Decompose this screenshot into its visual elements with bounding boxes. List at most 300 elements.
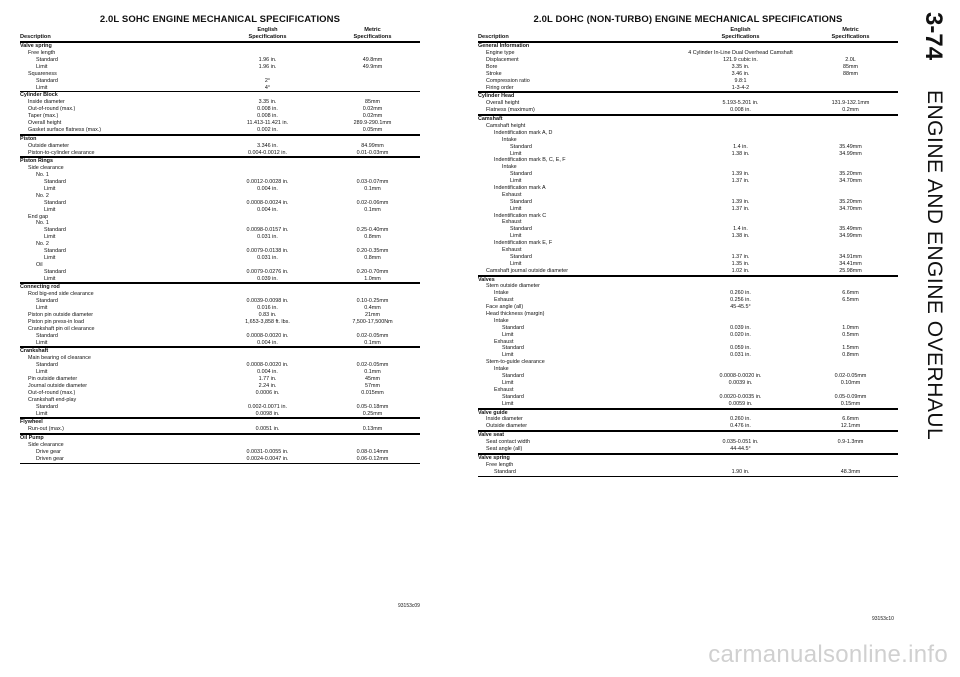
table-header bbox=[478, 27, 898, 42]
metric-value: 0.06-0.12mm bbox=[356, 455, 389, 462]
section-row bbox=[20, 157, 420, 165]
spec-description: Flatness (maximum) bbox=[486, 107, 535, 114]
metric-value: 7,500-17,500Nm bbox=[352, 318, 393, 325]
spec-description: Bore bbox=[486, 63, 498, 70]
english-value bbox=[678, 455, 803, 462]
metric-value: 85mm bbox=[365, 99, 380, 106]
spec-description: Journal outside diameter bbox=[28, 382, 88, 389]
spec-description: Valve spring bbox=[20, 43, 52, 50]
metric-value bbox=[803, 213, 898, 220]
english-value bbox=[210, 136, 325, 143]
spec-row bbox=[478, 100, 898, 107]
spec-row bbox=[478, 469, 898, 477]
spec-description: Outside diameter bbox=[28, 142, 70, 149]
english-value: 4 Cylinder In-Line Dual Overhead Camshaft bbox=[688, 50, 793, 57]
spec-description: Inside diameter bbox=[28, 99, 65, 106]
metric-value: 289.9-290.1mm bbox=[353, 119, 392, 126]
spec-row bbox=[20, 227, 420, 234]
english-value bbox=[678, 185, 803, 192]
metric-value bbox=[803, 219, 898, 226]
section-row bbox=[478, 454, 898, 462]
metric-value bbox=[803, 462, 898, 469]
spec-row bbox=[478, 50, 898, 57]
english-value bbox=[210, 326, 325, 333]
english-header bbox=[210, 27, 325, 40]
spec-description: Limit bbox=[510, 205, 522, 212]
spec-description: Displacement bbox=[486, 56, 519, 63]
spec-description: Standard bbox=[36, 298, 58, 305]
english-value: 0.0008-0.0020 in. bbox=[719, 373, 762, 380]
metric-value bbox=[803, 85, 898, 92]
spec-description: Oil bbox=[36, 261, 43, 268]
spec-description: Piston bbox=[20, 135, 37, 142]
english-value: 0.0008-0.0024 in. bbox=[246, 199, 289, 206]
metric-value: 0.02mm bbox=[362, 113, 383, 120]
spec-description: Valve guide bbox=[478, 409, 508, 416]
english-value bbox=[210, 165, 325, 172]
spec-row bbox=[20, 449, 420, 456]
spec-description: Exhaust bbox=[502, 191, 522, 198]
spec-row bbox=[478, 130, 898, 137]
english-value bbox=[678, 164, 803, 171]
spec-description: Limit bbox=[36, 305, 48, 312]
metric-value: 0.10mm bbox=[840, 379, 861, 386]
english-value: 0.031 in. bbox=[257, 254, 278, 261]
english-value bbox=[210, 92, 325, 99]
spec-row bbox=[20, 397, 420, 404]
section-row bbox=[20, 434, 420, 442]
spec-row bbox=[478, 268, 898, 276]
english-header-sub: Specifications bbox=[721, 33, 760, 40]
spec-row bbox=[20, 234, 420, 241]
dohc-spec-table bbox=[478, 14, 898, 477]
spec-description: Limit bbox=[36, 339, 48, 346]
spec-description: Standard bbox=[44, 227, 66, 234]
description-header: Description bbox=[478, 34, 509, 41]
english-value: 3.35 in. bbox=[258, 99, 277, 106]
english-value: 1.38 in. bbox=[731, 233, 750, 240]
spec-description: Limit bbox=[502, 400, 514, 407]
metric-value bbox=[325, 355, 420, 362]
english-value: 0.039 in. bbox=[257, 275, 278, 282]
spec-description: Piston-to-cylinder clearance bbox=[28, 149, 95, 156]
english-value bbox=[678, 277, 803, 284]
english-value: 0.039 in. bbox=[730, 324, 751, 331]
english-value: 1.90 in. bbox=[731, 468, 750, 475]
metric-value: 0.1mm bbox=[364, 339, 381, 346]
metric-value: 0.9-1.3mm bbox=[837, 439, 864, 446]
metric-value: 0.02-0.05mm bbox=[356, 362, 389, 369]
spec-row bbox=[20, 355, 420, 362]
spec-description: Standard bbox=[502, 373, 524, 380]
metric-value bbox=[325, 71, 420, 78]
english-value: 0.031 in. bbox=[730, 352, 751, 359]
spec-description: Face angle (all) bbox=[486, 304, 524, 311]
spec-description: Standard bbox=[36, 56, 58, 63]
spec-description: Driven gear bbox=[36, 455, 64, 462]
metric-value: 2.0L bbox=[845, 56, 856, 63]
english-value: 0.0079-0.0138 in. bbox=[246, 248, 289, 255]
metric-value bbox=[803, 387, 898, 394]
spec-description: Limit bbox=[502, 352, 514, 359]
english-value: 0.008 in. bbox=[257, 113, 278, 120]
spec-description: Piston pin press-in load bbox=[28, 318, 85, 325]
spec-row bbox=[20, 165, 420, 172]
english-value bbox=[210, 50, 325, 57]
metric-value bbox=[803, 359, 898, 366]
spec-row bbox=[20, 143, 420, 150]
spec-row bbox=[20, 113, 420, 120]
metric-value: 6.6mm bbox=[842, 290, 859, 297]
english-value: 0.020 in. bbox=[730, 331, 751, 338]
spec-row bbox=[20, 179, 420, 186]
spec-row bbox=[20, 150, 420, 158]
spec-row bbox=[478, 57, 898, 64]
english-value: 0.0051 in. bbox=[255, 426, 280, 433]
spec-description: Limit bbox=[44, 234, 56, 241]
metric-header bbox=[325, 27, 420, 40]
english-value bbox=[210, 43, 325, 50]
metric-value: 85mm bbox=[843, 63, 858, 70]
english-value bbox=[678, 116, 803, 123]
english-value bbox=[210, 172, 325, 179]
english-value: 0.260 in. bbox=[730, 416, 751, 423]
metric-value bbox=[803, 455, 898, 462]
english-value: 0.260 in. bbox=[730, 290, 751, 297]
spec-description: Standard bbox=[494, 468, 516, 475]
english-value: 1.96 in. bbox=[258, 56, 277, 63]
spec-row bbox=[478, 339, 898, 346]
english-value: 1.38 in. bbox=[731, 150, 750, 157]
spec-row bbox=[20, 298, 420, 305]
spec-description: Engine type bbox=[486, 50, 515, 57]
metric-value bbox=[803, 283, 898, 290]
section-row bbox=[478, 92, 898, 100]
spec-description: Valves bbox=[478, 276, 495, 283]
spec-description: Limit bbox=[44, 206, 56, 213]
metric-value: 35.20mm bbox=[839, 171, 862, 178]
metric-value: 6.5mm bbox=[842, 297, 859, 304]
english-value bbox=[210, 241, 325, 248]
metric-value: 48.3mm bbox=[840, 468, 861, 475]
english-value bbox=[678, 192, 803, 199]
section-row bbox=[478, 409, 898, 417]
spec-row bbox=[478, 401, 898, 409]
spec-row bbox=[20, 200, 420, 207]
metric-value bbox=[803, 432, 898, 439]
english-value: 2° bbox=[264, 77, 271, 84]
metric-value: 21mm bbox=[365, 312, 380, 319]
spec-row bbox=[478, 78, 898, 85]
metric-value: 0.05-0.18mm bbox=[356, 403, 389, 410]
english-value: 1.02 in. bbox=[731, 267, 750, 274]
metric-value: 1.0mm bbox=[842, 324, 859, 331]
spec-row bbox=[20, 305, 420, 312]
spec-row bbox=[478, 85, 898, 93]
watermark: carmanualsonline.info bbox=[708, 641, 948, 668]
spec-row bbox=[20, 426, 420, 434]
metric-value bbox=[803, 240, 898, 247]
spec-row bbox=[20, 340, 420, 348]
figure-code: 93153c10 bbox=[872, 616, 894, 622]
spec-row bbox=[20, 276, 420, 284]
spec-row bbox=[478, 164, 898, 171]
metric-value: 1.5mm bbox=[842, 345, 859, 352]
metric-header bbox=[803, 27, 898, 40]
english-value bbox=[678, 410, 803, 417]
spec-row bbox=[478, 192, 898, 199]
metric-value: 49.9mm bbox=[362, 63, 383, 70]
sohc-spec-table bbox=[20, 14, 420, 464]
spec-row bbox=[478, 226, 898, 233]
spec-row bbox=[20, 326, 420, 333]
metric-value bbox=[803, 78, 898, 85]
metric-value: 0.01-0.03mm bbox=[356, 149, 389, 156]
spec-row bbox=[478, 206, 898, 213]
english-value: 0.004 in. bbox=[257, 339, 278, 346]
english-value bbox=[678, 157, 803, 164]
english-value: 1.37 in. bbox=[731, 253, 750, 260]
english-value: 1-3-4-2 bbox=[731, 84, 750, 91]
spec-description: Indentification mark C bbox=[494, 212, 547, 219]
spec-description: Stroke bbox=[486, 70, 502, 77]
spec-description: Flywheel bbox=[20, 419, 43, 426]
english-value bbox=[678, 130, 803, 137]
spec-description: Intake bbox=[494, 366, 509, 373]
spec-description: Overall height bbox=[486, 100, 520, 107]
english-value bbox=[210, 442, 325, 449]
english-value: 0.0006 in. bbox=[255, 389, 280, 396]
spec-row bbox=[478, 439, 898, 446]
metric-value: 12.1mm bbox=[840, 423, 861, 430]
spec-row bbox=[478, 311, 898, 318]
spec-description: Compression ratio bbox=[486, 77, 530, 84]
spec-description: Camshaft journal outside diameter bbox=[486, 267, 569, 274]
metric-header-line: Metric bbox=[364, 27, 381, 33]
spec-row bbox=[20, 312, 420, 319]
english-value: 4° bbox=[264, 84, 271, 91]
description-header: Description bbox=[20, 34, 51, 41]
spec-description: Standard bbox=[510, 171, 532, 178]
english-value bbox=[210, 262, 325, 269]
section-row bbox=[20, 418, 420, 426]
english-value bbox=[678, 247, 803, 254]
metric-value bbox=[803, 123, 898, 130]
english-value: 1,653-3,858 ft. lbs. bbox=[245, 318, 290, 325]
english-value bbox=[210, 419, 325, 426]
english-value: 1.37 in. bbox=[731, 205, 750, 212]
spec-description: Limit bbox=[44, 254, 56, 261]
english-value bbox=[678, 462, 803, 469]
english-value: 1.4 in. bbox=[733, 143, 748, 150]
metric-value: 0.8mm bbox=[364, 234, 381, 241]
english-value: 1.39 in. bbox=[731, 171, 750, 178]
metric-value bbox=[803, 318, 898, 325]
english-value: 0.476 in. bbox=[730, 423, 751, 430]
english-value: 0.0079-0.0276 in. bbox=[246, 268, 289, 275]
english-value: 1.39 in. bbox=[731, 198, 750, 205]
spec-description: Valve spring bbox=[478, 454, 510, 461]
english-value: 11.413-11.421 in. bbox=[246, 119, 289, 126]
english-value: 5.193-5.201 in. bbox=[722, 100, 759, 107]
english-value bbox=[678, 43, 803, 50]
metric-value bbox=[325, 78, 420, 85]
english-value bbox=[678, 339, 803, 346]
metric-value bbox=[325, 158, 420, 165]
metric-value bbox=[325, 348, 420, 355]
section-row bbox=[478, 115, 898, 123]
english-value bbox=[678, 240, 803, 247]
metric-value: 0.4mm bbox=[364, 305, 381, 312]
spec-row bbox=[478, 304, 898, 311]
spec-description: Free length bbox=[486, 461, 514, 468]
spec-row bbox=[20, 186, 420, 193]
english-value bbox=[678, 318, 803, 325]
spec-description: Pin outside diameter bbox=[28, 376, 78, 383]
english-value bbox=[210, 291, 325, 298]
english-value: 0.002 in. bbox=[257, 126, 278, 133]
metric-value: 84.99mm bbox=[361, 142, 384, 149]
table-header bbox=[20, 27, 420, 42]
spec-description: Standard bbox=[36, 332, 58, 339]
english-value: 0.004 in. bbox=[257, 186, 278, 192]
spec-row bbox=[20, 404, 420, 411]
english-value: 0.0039 in. bbox=[728, 379, 753, 386]
spec-description: Standard bbox=[36, 77, 58, 84]
metric-value: 34.41mm bbox=[839, 260, 862, 267]
spec-description: Crankshaft bbox=[20, 348, 49, 355]
spec-row bbox=[20, 248, 420, 255]
spec-description: Rod big-end side clearance bbox=[28, 291, 94, 298]
section-row bbox=[478, 276, 898, 284]
english-value bbox=[678, 93, 803, 100]
metric-value: 0.02-0.05mm bbox=[834, 373, 867, 380]
section-row bbox=[20, 91, 420, 99]
metric-value bbox=[803, 366, 898, 373]
english-value: 0.0008-0.0020 in. bbox=[246, 362, 289, 369]
metric-value: 0.25mm bbox=[362, 410, 383, 417]
metric-value: 34.91mm bbox=[839, 253, 862, 260]
spec-description: Free length bbox=[28, 50, 56, 57]
spec-description: Standard bbox=[510, 143, 532, 150]
spec-description: No. 2 bbox=[36, 241, 49, 248]
metric-value: 35.49mm bbox=[839, 143, 862, 150]
spec-row bbox=[478, 171, 898, 178]
spec-description: Camshaft height bbox=[486, 122, 526, 129]
metric-value bbox=[325, 442, 420, 449]
spec-row bbox=[478, 219, 898, 226]
metric-value: 0.1mm bbox=[364, 206, 381, 213]
english-value: 1.96 in. bbox=[258, 63, 277, 70]
metric-value bbox=[325, 220, 420, 227]
spec-description: Limit bbox=[36, 84, 48, 91]
spec-row bbox=[478, 423, 898, 431]
spec-row bbox=[478, 394, 898, 401]
section-row bbox=[478, 42, 898, 50]
spec-description: Standard bbox=[44, 199, 66, 206]
spec-row bbox=[20, 376, 420, 383]
spec-row bbox=[20, 319, 420, 326]
spec-description: Limit bbox=[44, 275, 56, 282]
english-value: 3.46 in. bbox=[731, 70, 750, 77]
section-row bbox=[20, 283, 420, 291]
spec-description: Intake bbox=[494, 290, 509, 297]
spec-description: Standard bbox=[510, 198, 532, 205]
metric-value: 0.25-0.40mm bbox=[356, 227, 389, 234]
english-value: 0.83 in. bbox=[258, 312, 277, 319]
metric-value bbox=[803, 304, 898, 311]
spec-description: Head thickness (margin) bbox=[486, 311, 545, 318]
metric-value bbox=[803, 137, 898, 144]
spec-description: Firing order bbox=[486, 84, 514, 91]
spec-row bbox=[478, 178, 898, 185]
english-value: 1.35 in. bbox=[731, 260, 750, 267]
metric-value bbox=[803, 311, 898, 318]
spec-description: Indentification mark B, C, E, F bbox=[494, 157, 566, 164]
metric-value: 0.05-0.09mm bbox=[834, 393, 867, 400]
spec-row bbox=[20, 390, 420, 397]
spec-row bbox=[478, 462, 898, 469]
metric-value bbox=[325, 435, 420, 442]
english-value: 0.0020-0.0035 in. bbox=[719, 393, 762, 400]
spec-description: Limit bbox=[502, 331, 514, 338]
spec-description: Stem-to-guide clearance bbox=[486, 359, 545, 366]
metric-value: 0.20-0.70mm bbox=[356, 268, 389, 275]
spec-description: Limit bbox=[502, 379, 514, 386]
spec-description: Standard bbox=[36, 403, 58, 410]
spec-row bbox=[478, 64, 898, 71]
metric-value: 0.015mm bbox=[361, 389, 384, 396]
metric-value: 35.49mm bbox=[839, 226, 862, 233]
metric-value: 0.02-0.05mm bbox=[356, 332, 389, 339]
spec-row bbox=[20, 57, 420, 64]
metric-value bbox=[803, 157, 898, 164]
english-value bbox=[678, 123, 803, 130]
english-value bbox=[210, 193, 325, 200]
english-value bbox=[210, 158, 325, 165]
english-value: 44-44.5° bbox=[730, 445, 751, 452]
spec-row bbox=[478, 185, 898, 192]
spec-description: Intake bbox=[494, 317, 509, 324]
spec-row bbox=[478, 137, 898, 144]
spec-description: Standard bbox=[510, 253, 532, 260]
table-title: 2.0L DOHC (NON-TURBO) ENGINE MECHANICAL SPECIFICATIONS bbox=[533, 14, 843, 25]
english-value: 0.0059 in. bbox=[728, 400, 753, 407]
metric-value bbox=[803, 185, 898, 192]
english-value: 0.002-0.0071 in. bbox=[248, 403, 287, 410]
metric-value: 0.5mm bbox=[842, 331, 859, 338]
spec-row bbox=[478, 325, 898, 332]
spec-row bbox=[478, 290, 898, 297]
metric-value bbox=[803, 410, 898, 417]
spec-row bbox=[20, 214, 420, 221]
metric-value: 34.99mm bbox=[839, 150, 862, 157]
page-number: 3-74 bbox=[920, 12, 947, 61]
english-value bbox=[678, 219, 803, 226]
spec-description: Out-of-round (max.) bbox=[28, 106, 76, 113]
english-value: 0.008 in. bbox=[257, 106, 278, 113]
spec-row bbox=[20, 269, 420, 276]
spec-description: Seat angle (all) bbox=[486, 445, 523, 452]
spec-description: Overall height bbox=[28, 119, 62, 126]
spec-row bbox=[20, 78, 420, 85]
english-value: 0.0031-0.0055 in. bbox=[246, 448, 289, 455]
spec-row bbox=[20, 99, 420, 106]
metric-header-sub: Specifications bbox=[831, 33, 870, 40]
metric-value bbox=[325, 165, 420, 172]
spec-row bbox=[478, 233, 898, 240]
spec-row bbox=[20, 207, 420, 214]
